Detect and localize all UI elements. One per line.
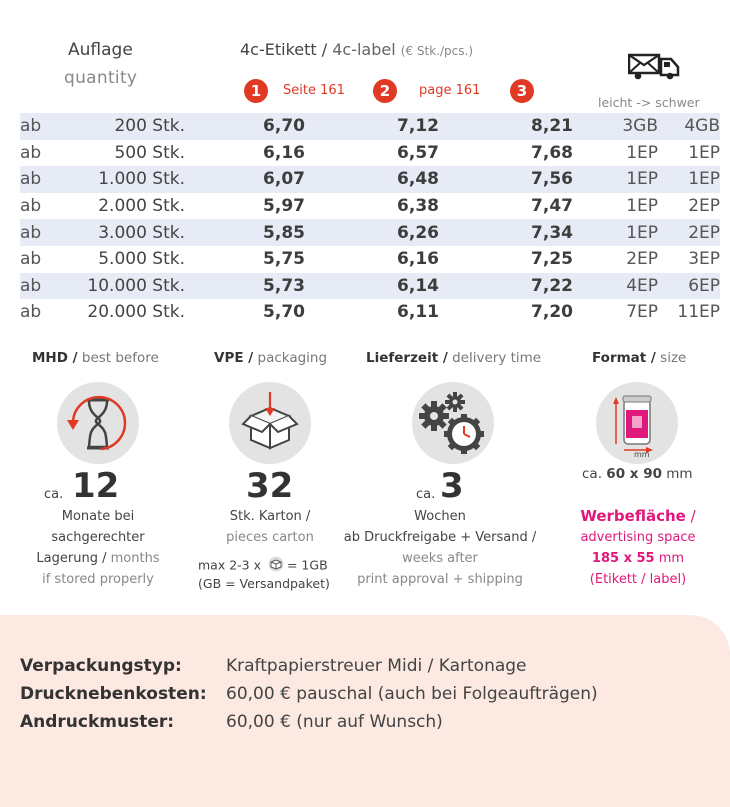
footer-label-drucknebenkosten: Drucknebenkosten: xyxy=(20,684,207,704)
advertising-space xyxy=(546,506,730,590)
title-en: 4c-label xyxy=(332,40,396,59)
ad-size-value: 185 x 55 xyxy=(591,551,655,566)
table-row xyxy=(20,140,720,167)
price-2-cell: 7,12 xyxy=(305,113,439,140)
ad-size-unit: mm xyxy=(658,551,685,566)
shipping-weight-label: leicht -> schwer xyxy=(598,95,700,110)
format-size-value: 60 x 90 xyxy=(606,466,662,482)
vpe-line-1: Stk. Karton / xyxy=(229,509,311,524)
shipping-light-cell: 1EP xyxy=(573,166,658,193)
shipping-light-cell: 1EP xyxy=(626,142,658,163)
shipping-light-cell: 3GB xyxy=(573,113,658,140)
shipping-heavy-cell: 1EP xyxy=(658,166,720,193)
package-icon xyxy=(267,556,285,576)
format-size xyxy=(582,466,693,482)
mhd-line-4: if stored properly xyxy=(42,572,154,587)
variant-number-1: 1 xyxy=(244,79,268,103)
price-1-cell: 6,16 xyxy=(263,142,305,163)
mhd-line-3-de: Lagerung / xyxy=(36,551,111,566)
hourglass-icon xyxy=(57,382,139,464)
gears-clock-icon xyxy=(412,382,494,464)
price-3-cell: 7,34 xyxy=(439,219,573,246)
price-2-cell: 6,16 xyxy=(397,249,439,270)
ad-note: (Etikett / label) xyxy=(589,572,687,587)
ad-title-de: Werbefläche xyxy=(580,507,686,525)
price-1-cell: 5,75 xyxy=(263,249,305,270)
quantity-cell: 10.000 Stk. xyxy=(60,273,185,300)
vpe-note-2: (GB = Versandpaket) xyxy=(198,576,330,591)
variant-number-3: 3 xyxy=(510,79,534,103)
auflage-heading: Auflage xyxy=(68,40,133,60)
shipping-heavy-cell: 6EP xyxy=(658,273,720,300)
mhd-value: 12 xyxy=(72,466,120,506)
ab-cell: ab xyxy=(20,166,60,193)
title-sep: / xyxy=(316,40,333,59)
price-1-cell: 5,97 xyxy=(263,196,305,217)
mhd-title-de: MHD / xyxy=(32,350,78,366)
lieferzeit-line-4: print approval + shipping xyxy=(357,572,523,587)
price-1-cell: 5,73 xyxy=(185,273,305,300)
quantity-cell: 1.000 Stk. xyxy=(60,166,185,193)
format-title-de: Format / xyxy=(592,350,656,366)
price-2-cell: 6,57 xyxy=(397,142,439,163)
vpe-note xyxy=(198,556,330,592)
quantity-cell: 20.000 Stk. xyxy=(87,302,185,323)
ab-cell: ab xyxy=(20,273,60,300)
quantity-cell: 2.000 Stk. xyxy=(98,196,185,217)
shipping-heavy-cell: 3EP xyxy=(688,249,720,270)
price-3-cell: 7,25 xyxy=(531,249,573,270)
table-row xyxy=(20,273,720,300)
ad-title-en: advertising space xyxy=(580,530,696,545)
lieferzeit-description xyxy=(330,506,550,590)
quantity-cell: 3.000 Stk. xyxy=(60,219,185,246)
price-2-cell: 6,14 xyxy=(305,273,439,300)
price-3-cell: 7,47 xyxy=(531,196,573,217)
shipping-heavy-cell: 4GB xyxy=(658,113,720,140)
mhd-description xyxy=(8,506,188,590)
format-mm-label: mm xyxy=(634,450,650,459)
ab-cell: ab xyxy=(20,142,42,163)
ad-title-sep: / xyxy=(685,507,696,525)
lieferzeit-title-en: delivery time xyxy=(447,350,542,366)
vpe-value: 32 xyxy=(246,466,294,506)
vpe-note-b: = 1GB xyxy=(286,557,328,573)
price-1-cell: 5,85 xyxy=(185,219,305,246)
price-2-cell: 6,48 xyxy=(305,166,439,193)
vpe-title-de: VPE / xyxy=(214,350,254,366)
lieferzeit-value: 3 xyxy=(440,466,464,506)
vpe-note-a: max 2-3 x xyxy=(198,557,261,573)
shipping-heavy-cell: 11EP xyxy=(677,302,720,323)
lieferzeit-title xyxy=(366,350,541,366)
mhd-ca: ca. xyxy=(44,487,64,502)
footer-value-andruckmuster: 60,00 € (nur auf Wunsch) xyxy=(226,712,443,732)
box-icon xyxy=(229,382,311,464)
lieferzeit-line-2: ab Druckfreigabe + Versand / xyxy=(343,530,537,545)
quantity-heading: quantity xyxy=(64,68,138,88)
vpe-title xyxy=(214,350,327,366)
title-unit: (€ Stk./pcs.) xyxy=(400,44,474,58)
ref-seite[interactable]: Seite 161 xyxy=(283,83,345,98)
price-3-cell: 7,68 xyxy=(531,142,573,163)
table-row xyxy=(20,113,720,140)
price-3-cell: 8,21 xyxy=(439,113,573,140)
lieferzeit-line-1: Wochen xyxy=(414,509,466,524)
shipping-light-cell: 1EP xyxy=(573,219,658,246)
ab-cell: ab xyxy=(20,302,42,323)
price-2-cell: 6,38 xyxy=(397,196,439,217)
format-title xyxy=(592,350,686,366)
lieferzeit-title-de: Lieferzeit / xyxy=(366,350,448,366)
vpe-line-2: pieces carton xyxy=(226,530,314,545)
table-row xyxy=(20,246,720,273)
shipping-light-cell: 1EP xyxy=(626,196,658,217)
footer-value-verpackungstyp: Kraftpapierstreuer Midi / Kartonage xyxy=(226,656,527,676)
price-1-cell: 6,07 xyxy=(185,166,305,193)
mhd-title-en: best before xyxy=(77,350,159,366)
mhd-title xyxy=(32,350,159,366)
variant-number-2: 2 xyxy=(373,79,397,103)
format-jar-icon xyxy=(596,382,678,464)
price-table xyxy=(20,113,720,326)
table-row xyxy=(20,193,720,220)
label-price-heading xyxy=(240,40,473,59)
shipping-heavy-cell: 2EP xyxy=(658,219,720,246)
price-3-cell: 7,22 xyxy=(439,273,573,300)
ab-cell: ab xyxy=(20,196,42,217)
footer-label-andruckmuster: Andruckmuster: xyxy=(20,712,175,732)
price-2-cell: 6,26 xyxy=(305,219,439,246)
shipping-light-cell: 2EP xyxy=(626,249,658,270)
ab-cell: ab xyxy=(20,219,60,246)
quantity-cell: 200 Stk. xyxy=(60,113,185,140)
quantity-cell: 5.000 Stk. xyxy=(98,249,185,270)
quantity-cell: 500 Stk. xyxy=(114,142,185,163)
delivery-truck-envelope-icon xyxy=(628,51,680,81)
title-de: 4c-Etikett xyxy=(240,40,317,59)
lieferzeit-ca: ca. xyxy=(416,487,436,502)
format-size-prefix: ca. xyxy=(582,466,602,482)
price-1-cell: 5,70 xyxy=(263,302,305,323)
mhd-line-1: Monate bei xyxy=(61,509,135,524)
table-row xyxy=(20,166,720,193)
footer-label-verpackungstyp: Verpackungstyp: xyxy=(20,656,182,676)
price-3-cell: 7,20 xyxy=(531,302,573,323)
shipping-light-cell: 4EP xyxy=(573,273,658,300)
table-row xyxy=(20,219,720,246)
shipping-heavy-cell: 1EP xyxy=(688,142,720,163)
price-1-cell: 6,70 xyxy=(185,113,305,140)
vpe-title-en: packaging xyxy=(253,350,328,366)
format-size-unit: mm xyxy=(666,466,693,482)
ab-cell: ab xyxy=(20,113,60,140)
shipping-light-cell: 7EP xyxy=(626,302,658,323)
mhd-line-3-en: months xyxy=(110,551,160,566)
format-title-en: size xyxy=(655,350,687,366)
footer-panel xyxy=(0,615,730,807)
ab-cell: ab xyxy=(20,249,42,270)
footer-value-drucknebenkosten: 60,00 € pauschal (auch bei Folgeaufträgen) xyxy=(226,684,598,704)
table-row xyxy=(20,299,720,326)
price-2-cell: 6,11 xyxy=(397,302,439,323)
shipping-heavy-cell: 2EP xyxy=(688,196,720,217)
lieferzeit-line-3: weeks after xyxy=(402,551,478,566)
price-3-cell: 7,56 xyxy=(439,166,573,193)
ref-page[interactable]: page 161 xyxy=(419,83,481,98)
mhd-line-2: sachgerechter xyxy=(51,530,145,545)
